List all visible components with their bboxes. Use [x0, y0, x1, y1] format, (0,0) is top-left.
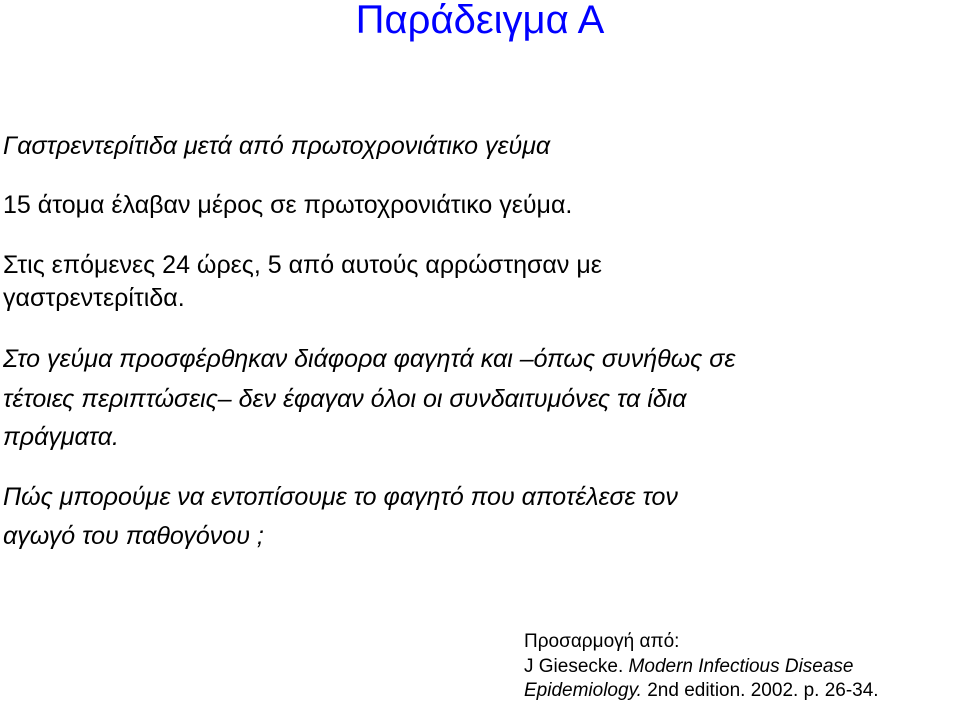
source-line-2: [524, 680, 879, 702]
source-line-1: [524, 656, 854, 678]
paragraph-foods-line-1: Στο γεύμα προσφέρθηκαν διάφορα φαγητά και –όπως συνήθως σε: [3, 345, 736, 373]
source-author: J Giesecke.: [524, 656, 624, 677]
paragraph-illness-line-2: γαστρεντερίτιδα.: [3, 284, 185, 312]
question-line-2: αγωγό του παθογόνου ;: [3, 522, 264, 550]
paragraph-illness-line-1: Στις επόμενες 24 ώρες, 5 από αυτούς αρρώστησαν με: [3, 251, 602, 279]
paragraph-attendance: 15 άτομα έλαβαν μέρος σε πρωτοχρονιάτικο γεύμα.: [3, 191, 573, 219]
source-details: 2nd edition. 2002. p. 26-34.: [647, 680, 879, 701]
paragraph-foods-line-2: τέτοιες περιπτώσεις– δεν έφαγαν όλοι οι συνδαιτυμόνες τα ίδια: [3, 385, 687, 413]
source-book-title-1: Modern Infectious Disease: [628, 656, 854, 677]
source-label: Προσαρμογή από:: [524, 631, 680, 652]
paragraph-foods-line-3: πράγματα.: [3, 423, 119, 451]
slide-title: Παράδειγμα Α: [355, 0, 605, 42]
source-book-title-2: Epidemiology.: [524, 680, 642, 701]
slide-subtitle: Γαστρεντερίτιδα μετά από πρωτοχρονιάτικο γεύμα: [3, 132, 551, 160]
question-line-1: Πώς μπορούμε να εντοπίσουμε το φαγητό που αποτέλεσε τον: [3, 483, 678, 511]
